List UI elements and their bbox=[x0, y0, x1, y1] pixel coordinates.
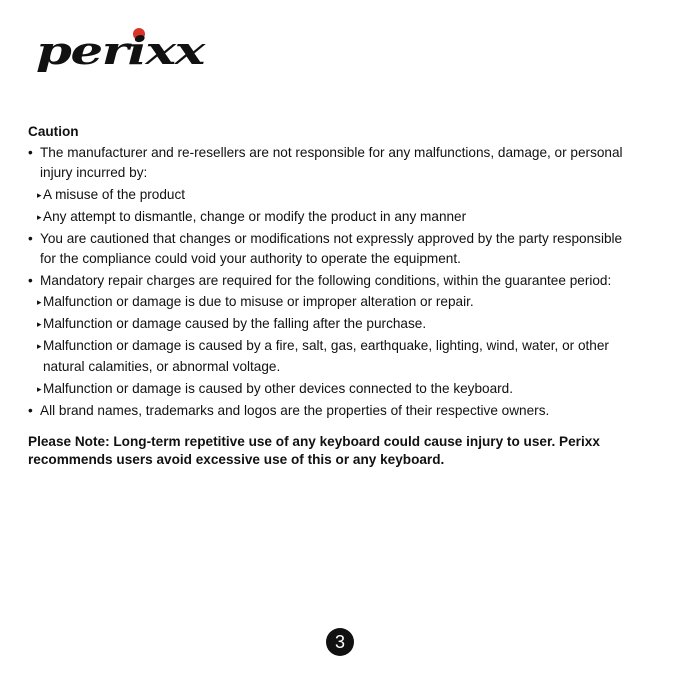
caution-section bbox=[28, 122, 628, 468]
bullet-text: You are cautioned that changes or modifications not expressly approved by the party responsible for the compliance could void your authority to operate the equipment. bbox=[40, 230, 623, 266]
bullet-item bbox=[28, 143, 628, 184]
sub-item bbox=[28, 379, 628, 400]
caution-heading: Caution bbox=[28, 124, 79, 139]
triangle-right-icon: ▸ bbox=[37, 211, 42, 222]
triangle-right-icon: ▸ bbox=[37, 189, 42, 200]
page-number-badge: 3 bbox=[326, 628, 354, 656]
triangle-right-icon: ▸ bbox=[37, 341, 42, 351]
perixx-logo bbox=[34, 26, 209, 78]
triangle-right-icon: ▸ bbox=[37, 319, 42, 329]
sub-item bbox=[28, 207, 628, 228]
sub-text: A misuse of the product bbox=[43, 186, 186, 202]
sub-item bbox=[28, 336, 628, 377]
sub-text: Malfunction or damage is due to misuse or improper alteration or repair. bbox=[43, 294, 474, 309]
bullet-text: The manufacturer and re-resellers are not responsible for any malfunctions, damage, or personal injury incurred by: bbox=[40, 144, 623, 180]
bullet-item bbox=[28, 401, 628, 422]
sub-text: Malfunction or damage is caused by other devices connected to the keyboard. bbox=[43, 380, 514, 396]
bullet-text: Mandatory repair charges are required for the following conditions, within the guarantee period: bbox=[40, 272, 612, 288]
sub-text: Malfunction or damage is caused by a fire, salt, gas, earthquake, lighting, wind, water, or other natural calamities, or abnormal voltage. bbox=[43, 338, 609, 374]
svg-text:perixx: perixx bbox=[36, 28, 208, 73]
bullet-item bbox=[28, 229, 628, 270]
bullet-text: All brand names, trademarks and logos are the properties of their respective owners. bbox=[40, 402, 550, 418]
bullet-icon: • bbox=[28, 230, 33, 246]
triangle-right-icon: ▸ bbox=[37, 297, 42, 307]
bullet-icon: • bbox=[28, 272, 33, 288]
sub-item bbox=[28, 292, 628, 313]
triangle-right-icon: ▸ bbox=[37, 383, 42, 394]
bullet-item bbox=[28, 271, 628, 292]
please-note: Please Note: Long-term repetitive use of any keyboard could cause injury to user. Perixx recommends users avoid excessive use of this or any keyboard. bbox=[28, 434, 600, 467]
bullet-icon: • bbox=[28, 144, 33, 160]
sub-item bbox=[28, 314, 628, 335]
sub-item bbox=[28, 185, 628, 206]
sub-text: Any attempt to dismantle, change or modify the product in any manner bbox=[43, 208, 467, 224]
bullet-icon: • bbox=[28, 402, 33, 418]
sub-text: Malfunction or damage caused by the falling after the purchase. bbox=[43, 316, 427, 331]
